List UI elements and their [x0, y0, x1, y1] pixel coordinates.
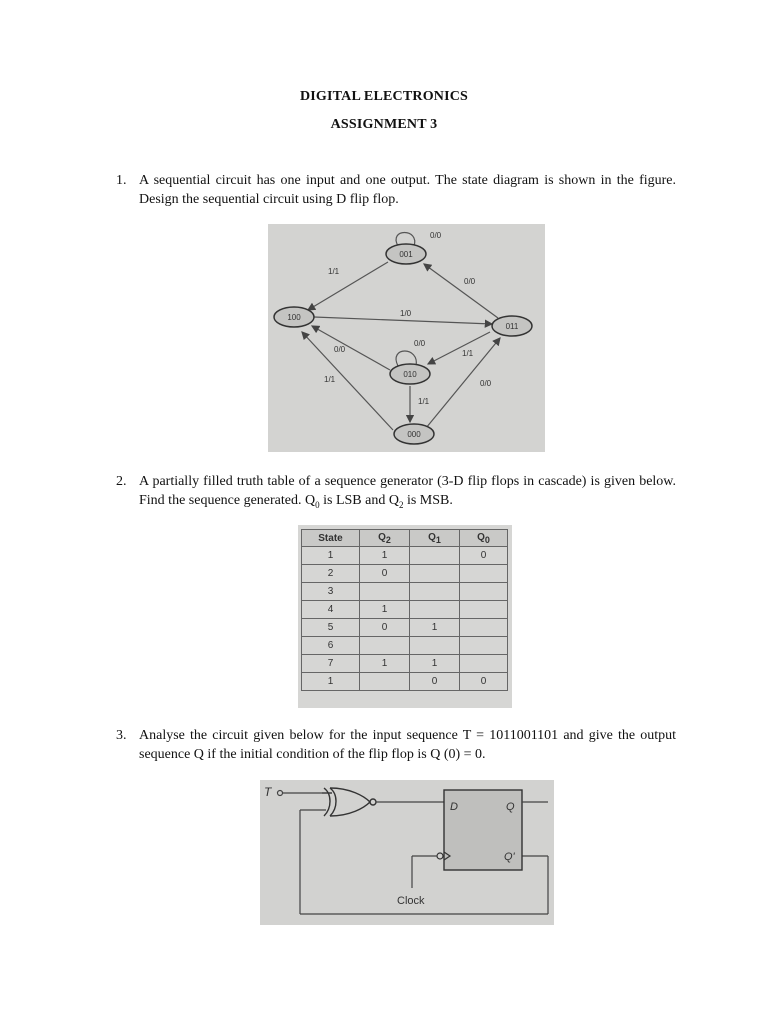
table-row: 3	[302, 583, 508, 601]
transition-label: 0/0	[480, 379, 492, 388]
state-diagram-figure	[268, 224, 545, 452]
input-label: T	[264, 785, 272, 799]
state-node	[394, 424, 434, 444]
table-row: 1 0 0	[302, 673, 508, 691]
clock-label: Clock	[397, 895, 425, 907]
transition-label: 1/1	[324, 375, 336, 384]
transition-label: 1/1	[328, 267, 340, 276]
svg-text:001: 001	[399, 250, 413, 259]
truth-table	[301, 529, 508, 691]
question-number: 1.	[116, 173, 127, 188]
question-text: Analyse the circuit given below for the input sequence T = 1011001101 and give the output sequence Q if the initial condition of the flip flop is Q (0) = 0.	[139, 728, 676, 762]
question-2	[116, 472, 676, 515]
column-header-q2: $Q_2$	[360, 530, 410, 547]
question-text: A sequential circuit has one input and one output. The state diagram is shown in the figure. Design the sequential circuit using D flip flop.	[139, 173, 676, 207]
state-node	[274, 307, 314, 327]
svg-text:D: D	[450, 801, 458, 813]
state-node	[492, 316, 532, 336]
transition-label: 0/0	[430, 231, 442, 240]
transition-label: 0/0	[414, 339, 426, 348]
page-title: DIGITAL ELECTRONICS	[299, 89, 469, 104]
question-text: A partially filled truth table of a sequence generator (3-D flip flops in cascade) is given below. Find the sequence generated. $Q_0$ is LSB and $Q_2$ is MSB.	[139, 474, 676, 510]
table-row: 4 1	[302, 601, 508, 619]
state-node	[386, 244, 426, 264]
transition-label: 1/1	[462, 349, 474, 358]
question-1	[116, 171, 676, 209]
table-row: 7 1 1	[302, 655, 508, 673]
table-row: 6	[302, 637, 508, 655]
circuit-diagram	[260, 780, 554, 925]
question-number: 3.	[116, 728, 127, 743]
svg-text:010: 010	[403, 370, 417, 379]
svg-text:000: 000	[407, 430, 421, 439]
table-row: 5 0 1	[302, 619, 508, 637]
truth-table-figure	[298, 525, 512, 708]
question-3	[116, 726, 676, 764]
svg-text:Q: Q	[506, 801, 515, 813]
svg-text:100: 100	[287, 313, 301, 322]
page-subtitle: ASSIGNMENT 3	[330, 117, 438, 132]
svg-text:Q': Q'	[504, 851, 515, 863]
circuit-figure	[260, 780, 554, 925]
column-header-state: State	[302, 530, 360, 547]
transition-label: 1/0	[400, 309, 412, 318]
transition-label: 1/1	[418, 397, 430, 406]
table-row: 2 0	[302, 565, 508, 583]
column-header-q1: $Q_1$	[410, 530, 460, 547]
question-number: 2.	[116, 474, 127, 489]
table-row: 1 1 0	[302, 547, 508, 565]
svg-text:011: 011	[505, 322, 519, 331]
state-node	[390, 364, 430, 384]
state-diagram	[268, 224, 545, 452]
column-header-q0: $Q_0$	[460, 530, 508, 547]
xor-gate-icon	[322, 788, 376, 816]
transition-label: 0/0	[464, 277, 476, 286]
transition-label: 0/0	[334, 345, 346, 354]
